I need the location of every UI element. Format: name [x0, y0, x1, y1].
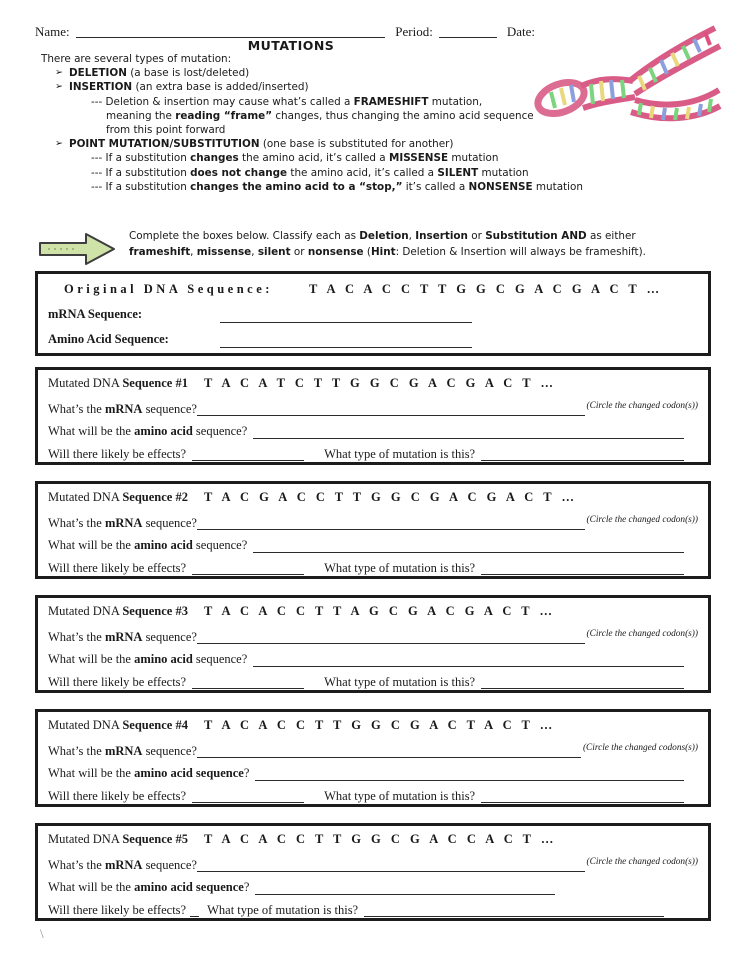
mutation-types-intro	[35, 52, 675, 194]
mutation-box	[35, 481, 711, 579]
effects-question-row	[48, 899, 698, 922]
original-sequence-box	[35, 271, 711, 356]
intro-line-text: from this point forward	[106, 124, 226, 137]
mutation-boxes-stack	[35, 367, 711, 921]
mutation-box-title: Mutated DNA Sequence #2	[48, 490, 188, 504]
effects-question: Will there likely be effects?	[48, 446, 187, 461]
mutation-box	[35, 823, 711, 921]
mrna-question: What’s the mRNA sequence?	[48, 743, 197, 758]
mutated-dna-sequence: T A C A C C T T G G C G A C T A C T …	[203, 718, 556, 732]
intro-line	[55, 80, 675, 94]
mrna-question-row	[48, 851, 698, 877]
instruction-line-2: frameshift, missense, silent or nonsense (Hint: Deletion & Insertion will always be frameshift).	[129, 245, 646, 258]
mutated-dna-sequence: T A C A T C T T G G C G A C G A C T …	[203, 376, 557, 390]
intro-line-text: --- If a substitution changes the amino acid, it’s called a MISSENSE mutation	[91, 152, 499, 165]
dna-sequence-value: T A C A C C T T G G C G A C G A C T …	[308, 282, 663, 296]
effects-question: Will there likely be effects?	[48, 674, 187, 689]
original-box-row	[48, 302, 698, 327]
original-box-row	[48, 327, 698, 352]
mutation-box-title-row	[48, 486, 698, 509]
mrna-answer-blank	[197, 529, 585, 530]
amino-acid-answer-blank	[253, 666, 684, 667]
effects-question: Will there likely be effects?	[48, 788, 187, 803]
row-label: mRNA Sequence:	[48, 307, 143, 321]
effects-question-row	[48, 557, 698, 580]
intro-line	[85, 95, 675, 109]
amino-acid-question: What will be the amino acid sequence?	[48, 880, 250, 894]
row-label: Amino Acid Sequence:	[48, 332, 169, 346]
amino-acid-question: What will be the amino acid sequence?	[48, 538, 248, 552]
effects-question-row	[48, 671, 698, 694]
amino-acid-question: What will be the amino acid sequence?	[48, 652, 248, 666]
arrowhead-bullet-icon: ➢	[55, 138, 63, 150]
stray-backslash-mark: \	[40, 926, 44, 941]
mrna-question: What’s the mRNA sequence?	[48, 857, 197, 872]
instruction-text	[129, 229, 646, 260]
period-label: Period:	[395, 24, 433, 39]
mutation-type-answer-blank	[481, 460, 684, 461]
mutation-box-title: Mutated DNA Sequence #4	[48, 718, 188, 732]
amino-acid-question-row	[48, 648, 698, 671]
mutation-type-question: What type of mutation is this?	[324, 446, 476, 461]
circle-codon-note: (Circle the changed codon(s))	[586, 514, 698, 525]
amino-acid-question: What will be the amino acid sequence?	[48, 424, 248, 438]
effects-question: Will there likely be effects?	[48, 902, 187, 917]
effects-question-row	[48, 443, 698, 466]
row-label: Original DNA Sequence:	[64, 282, 273, 296]
mutated-dna-sequence: T A C G A C C T T G G C G A C G A C T …	[203, 490, 578, 504]
effects-answer-blank	[190, 916, 199, 917]
amino-acid-answer-blank	[253, 552, 684, 553]
intro-line	[100, 123, 675, 137]
mutation-type-question: What type of mutation is this?	[324, 788, 476, 803]
intro-line	[35, 52, 675, 66]
intro-line	[100, 109, 675, 123]
mutation-type-answer-blank	[481, 688, 684, 689]
mutation-box-title-row	[48, 828, 698, 851]
answer-blank-line	[220, 347, 472, 348]
intro-line	[85, 151, 675, 165]
answer-blank-line	[220, 322, 472, 323]
intro-line	[85, 180, 675, 194]
instruction-block	[38, 229, 698, 267]
intro-line	[55, 66, 675, 80]
mutation-type-question: What type of mutation is this?	[207, 902, 359, 917]
amino-acid-answer-blank	[255, 780, 684, 781]
intro-line-text: --- Deletion & insertion may cause what’s called a FRAMESHIFT mutation,	[91, 95, 483, 108]
circle-codon-note: (Circle the changed codon(s))	[586, 628, 698, 639]
amino-acid-question-row	[48, 876, 698, 899]
mutation-box-title: Mutated DNA Sequence #1	[48, 376, 188, 390]
mrna-question-row	[48, 395, 698, 421]
mrna-question-row	[48, 623, 698, 649]
mutation-box-title-row	[48, 714, 698, 737]
amino-acid-question: What will be the amino acid sequence?	[48, 766, 250, 780]
mrna-answer-blank	[197, 643, 585, 644]
circle-codon-note: (Circle the changed codons(s))	[582, 742, 698, 753]
mrna-answer-blank	[197, 415, 585, 416]
intro-line-text: INSERTION (an extra base is added/inserted)	[68, 81, 309, 94]
mrna-answer-blank	[197, 757, 581, 758]
mrna-question-row	[48, 509, 698, 535]
intro-line-text: There are several types of mutation:	[41, 53, 232, 65]
intro-line-text: POINT MUTATION/SUBSTITUTION (one base is substituted for another)	[68, 138, 454, 151]
effects-question: Will there likely be effects?	[48, 560, 187, 575]
mutation-box	[35, 709, 711, 807]
name-label: Name:	[35, 24, 70, 39]
intro-line-text: --- If a substitution changes the amino acid to a “stop,” it’s called a NONSENSE mutation	[91, 180, 583, 193]
intro-line	[85, 166, 675, 180]
instruction-line-1: Complete the boxes below. Classify each as Deletion, Insertion or Substitution AND as either	[129, 230, 636, 242]
mutated-dna-sequence: T A C A C C T T G G C G A C C A C T …	[203, 832, 557, 846]
page-title: MUTATIONS	[247, 38, 335, 53]
amino-acid-question-row	[48, 762, 698, 785]
amino-acid-answer-blank	[255, 894, 555, 895]
arrowhead-bullet-icon: ➢	[55, 81, 63, 93]
mutation-type-question: What type of mutation is this?	[324, 560, 476, 575]
amino-acid-question-row	[48, 420, 698, 443]
amino-acid-question-row	[48, 534, 698, 557]
mrna-answer-blank	[197, 871, 585, 872]
date-label: Date:	[506, 24, 535, 39]
mrna-question: What’s the mRNA sequence?	[48, 629, 197, 644]
circle-codon-note: (Circle the changed codon(s))	[586, 856, 698, 867]
intro-line-text: --- If a substitution does not change the amino acid, it’s called a SILENT mutation	[91, 166, 529, 179]
amino-acid-answer-blank	[253, 438, 684, 439]
mutation-type-answer-blank	[364, 916, 664, 917]
mutation-box	[35, 367, 711, 465]
effects-question-row	[48, 785, 698, 808]
mutation-type-question: What type of mutation is this?	[324, 674, 476, 689]
intro-line-text: DELETION (a base is lost/deleted)	[68, 67, 250, 80]
mutation-box	[35, 595, 711, 693]
mutation-type-answer-blank	[481, 574, 684, 575]
intro-line	[55, 137, 675, 151]
block-arrow-right-icon	[38, 231, 116, 267]
mutation-box-title: Mutated DNA Sequence #3	[48, 604, 188, 618]
original-box-row	[64, 277, 698, 302]
mutation-type-answer-blank	[481, 802, 684, 803]
effects-answer-blank	[192, 460, 304, 461]
mrna-question: What’s the mRNA sequence?	[48, 401, 197, 416]
arrowhead-bullet-icon: ➢	[55, 67, 63, 79]
intro-line-text: meaning the reading “frame” changes, thus changing the amino acid sequence	[106, 109, 534, 122]
mutated-dna-sequence: T A C A C C T T A G C G A C G A C T …	[203, 604, 556, 618]
mutation-box-title-row	[48, 372, 698, 395]
mrna-question-row	[48, 737, 698, 763]
mrna-question: What’s the mRNA sequence?	[48, 515, 197, 530]
effects-answer-blank	[192, 574, 304, 575]
effects-answer-blank	[192, 802, 304, 803]
effects-answer-blank	[192, 688, 304, 689]
mutation-box-title-row	[48, 600, 698, 623]
circle-codon-note: (Circle the changed codon(s))	[586, 400, 698, 411]
mutation-box-title: Mutated DNA Sequence #5	[48, 832, 188, 846]
